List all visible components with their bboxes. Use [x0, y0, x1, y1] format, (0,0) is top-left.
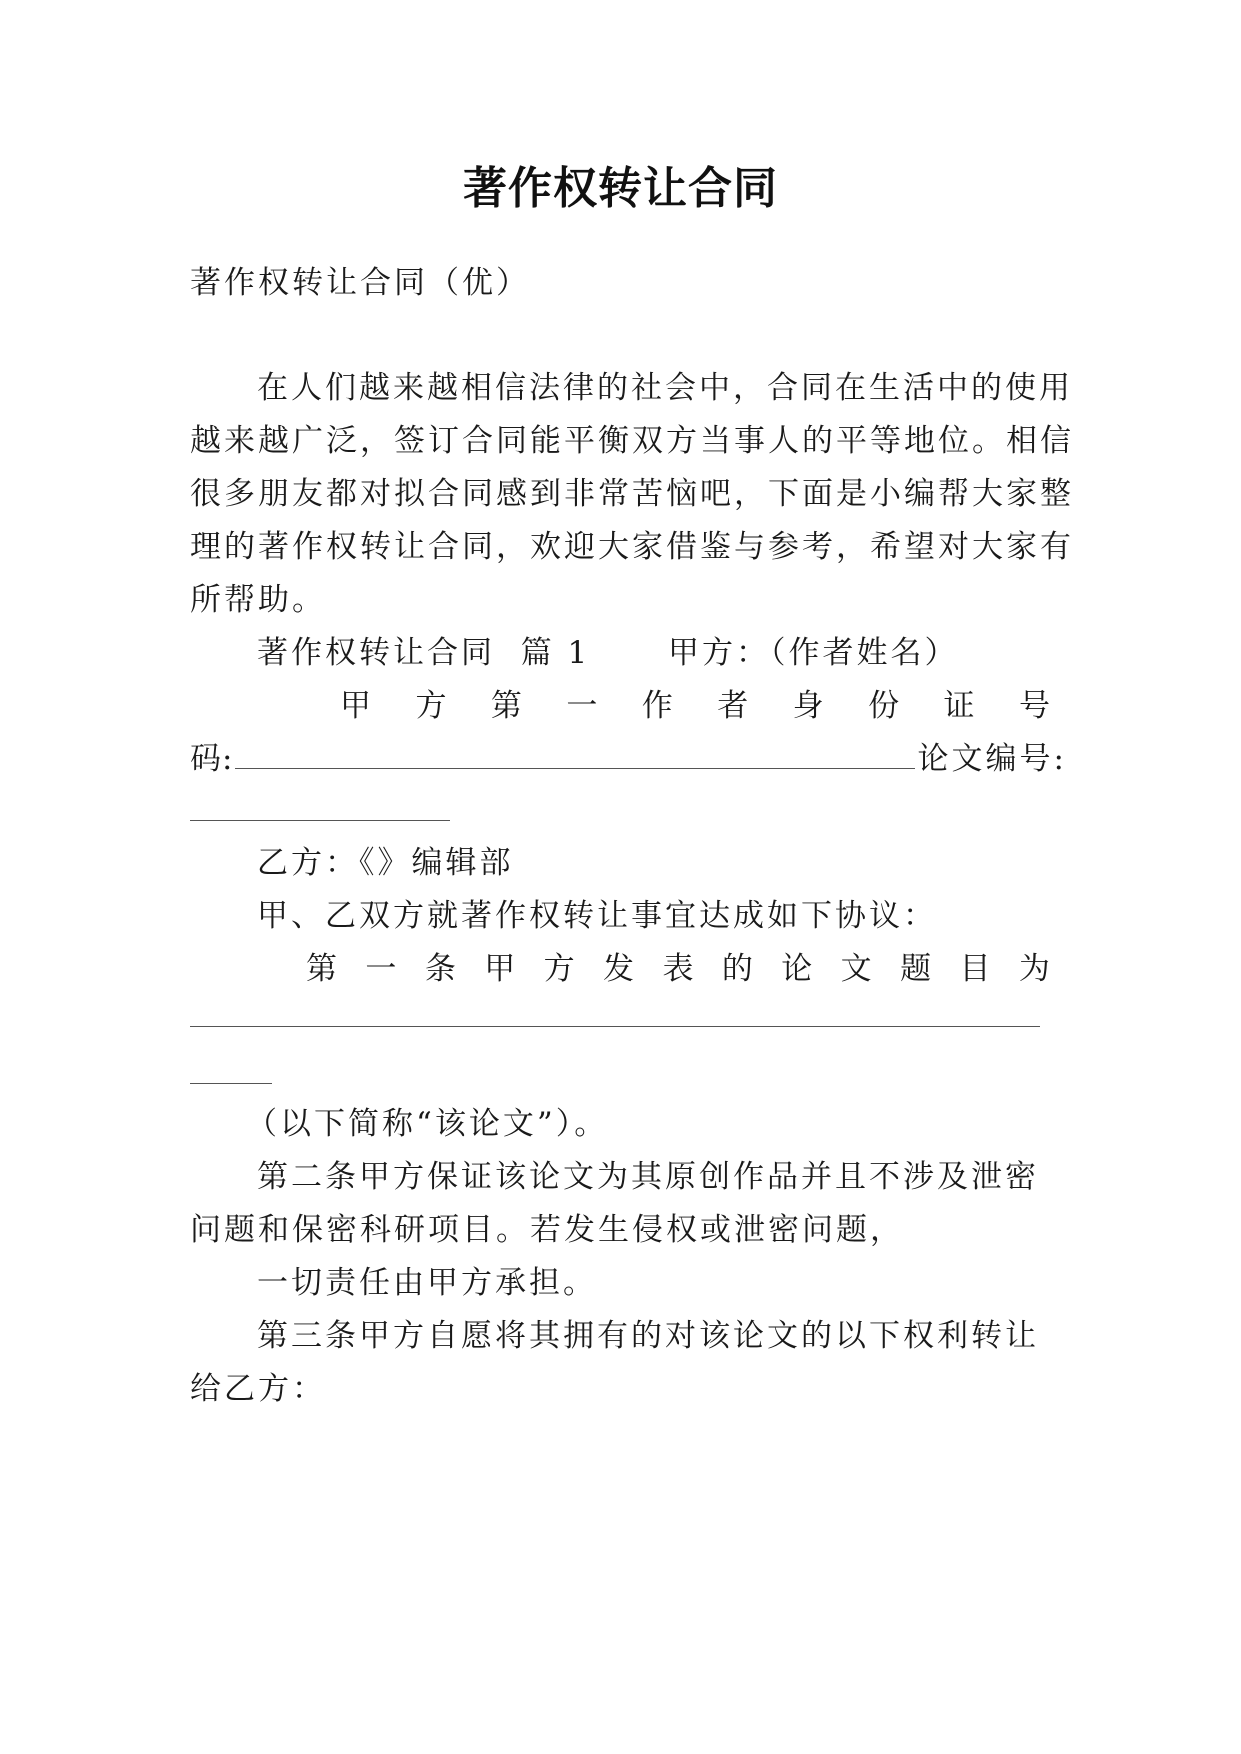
id-number-line: [190, 739, 1067, 779]
intro-line-1: 在人们越来越相信法律的社会中，合同在生活中的使用: [257, 370, 1073, 406]
id-label-line: [340, 686, 1050, 726]
article-2-line-3: 一切责任由甲方承担。: [257, 1265, 597, 1301]
id-label-char: 一: [566, 688, 598, 724]
id-label-char: 方: [415, 688, 447, 724]
id-label-char: 甲: [340, 688, 371, 724]
id-label-char: 份: [868, 688, 900, 724]
paper-no-label: 论文编号:: [917, 741, 1067, 777]
article-1-char: 甲: [484, 951, 516, 987]
article-1-char: 第: [306, 951, 337, 987]
article-1-char: 表: [662, 951, 694, 987]
article-3-line-2: 给乙方：: [190, 1371, 326, 1407]
article-1-char: 文: [840, 951, 872, 987]
article-2-line-2: 问题和保密科研项目。若发生侵权或泄密问题，: [190, 1212, 904, 1248]
article-1-char: 目: [959, 951, 991, 987]
id-label-end: 码:: [190, 741, 234, 777]
article-1-char: 发: [603, 951, 635, 987]
article-1-char: 题: [900, 951, 932, 987]
article-3-line-1: 第三条甲方自愿将其拥有的对该论文的以下权利转让: [257, 1318, 1039, 1354]
article-1-char: 一: [365, 951, 397, 987]
article-1-char: 的: [721, 951, 753, 987]
intro-line-2: 越来越广泛，签订合同能平衡双方当事人的平等地位。相信: [190, 423, 1074, 459]
article-1-title-blank-cont: [190, 1083, 272, 1084]
id-label-char: 号: [1018, 688, 1050, 724]
article-1-char: 方: [543, 951, 575, 987]
section-heading: 著作权转让合同 篇 1: [257, 635, 591, 671]
intro-line-5: 所帮助。: [190, 582, 326, 618]
article-1-line: [306, 949, 1050, 989]
article-1-char: 条: [424, 951, 456, 987]
agreement-line: 甲、乙双方就著作权转让事宜达成如下协议：: [257, 898, 937, 934]
id-label-char: 作: [641, 688, 673, 724]
id-label-char: 身: [792, 688, 824, 724]
intro-line-4: 理的著作权转让合同，欢迎大家借鉴与参考，希望对大家有: [190, 529, 1074, 565]
document-title: 著作权转让合同: [463, 163, 778, 214]
article-1-char: 为: [1018, 951, 1050, 987]
article-1-title-blank: [190, 1026, 1040, 1027]
article-2-line-1: 第二条甲方保证该论文为其原创作品并且不涉及泄密: [257, 1159, 1039, 1195]
article-1-char: 论: [781, 951, 813, 987]
document-subtitle: 著作权转让合同（优）: [190, 265, 530, 301]
id-number-blank: [235, 767, 915, 769]
party-b: 乙方：《》编辑部: [257, 845, 514, 881]
section-heading-line: [257, 633, 957, 673]
id-label-char: 证: [943, 688, 975, 724]
id-label-char: 第: [490, 688, 522, 724]
party-a: 甲方：（作者姓名）: [668, 635, 959, 671]
intro-line-3: 很多朋友都对拟合同感到非常苦恼吧，下面是小编帮大家整: [190, 476, 1074, 512]
article-1-tail: （以下简称“该论文”）。: [246, 1106, 609, 1142]
id-label-char: 者: [717, 688, 749, 724]
paper-no-blank: [190, 820, 450, 821]
